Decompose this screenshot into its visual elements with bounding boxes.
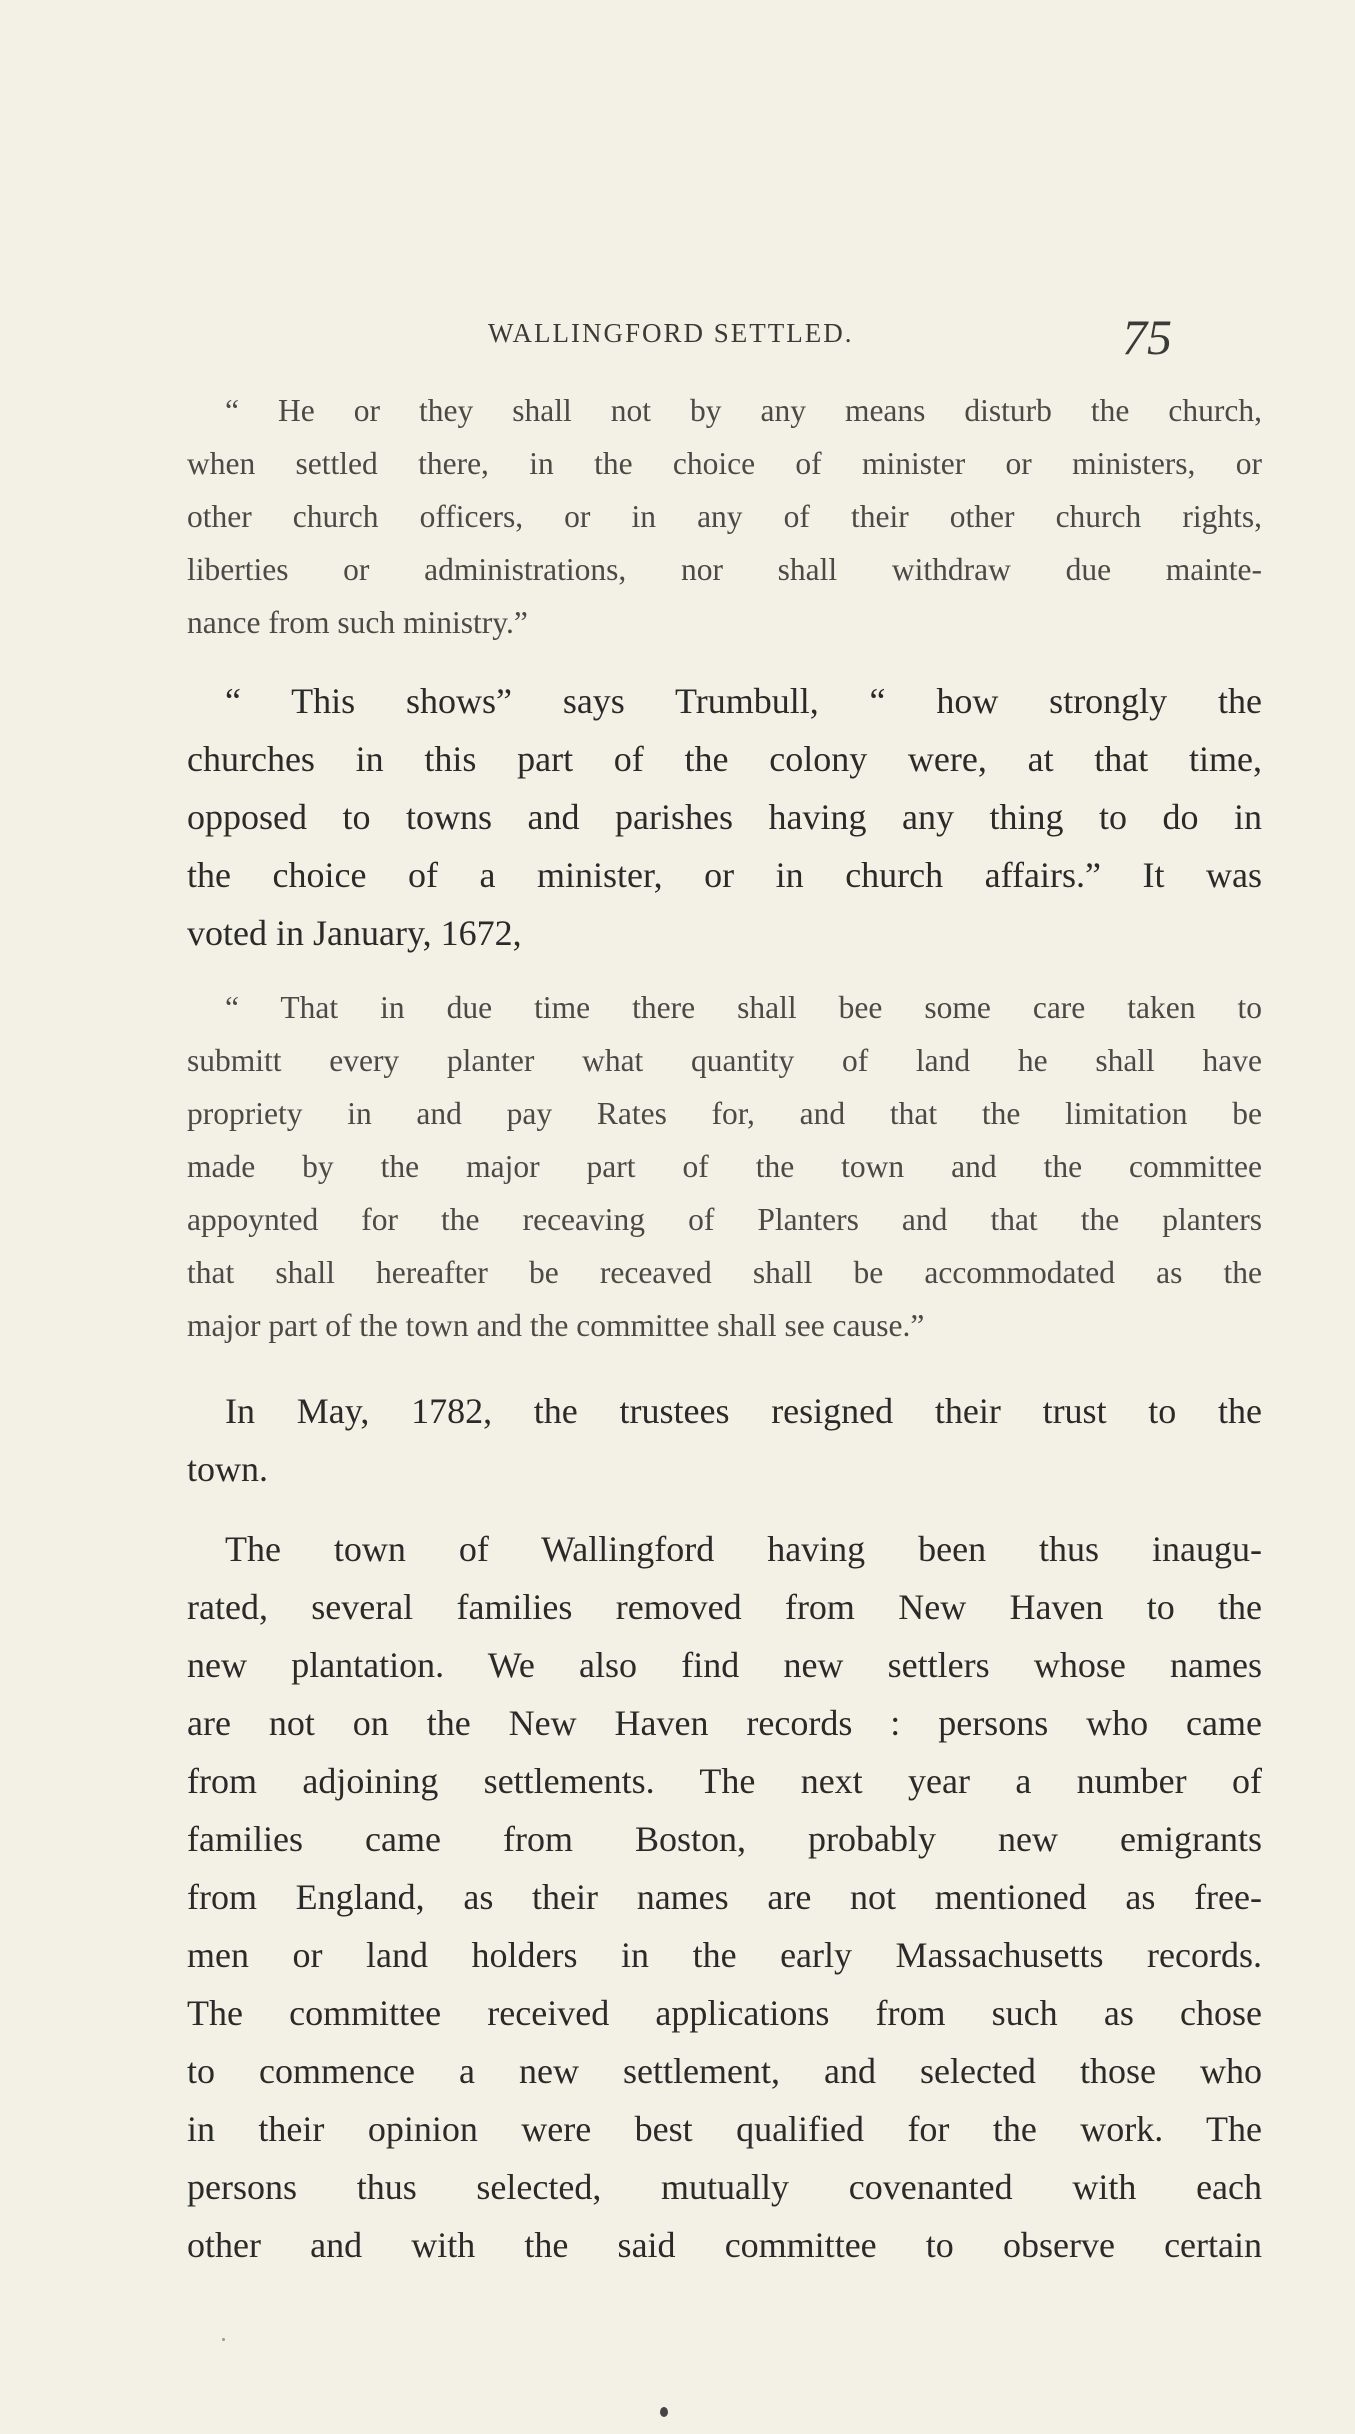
text-line: voted in January, 1672, xyxy=(187,913,522,953)
text-line: families came from Boston, probably new emigrants xyxy=(187,1819,1262,1859)
text-line: churches in this part of the colony were, at that time, xyxy=(187,739,1262,779)
text-line: propriety in and pay Rates for, and that the limitation be xyxy=(187,1096,1262,1131)
text-line: appoynted for the receaving of Planters and that the planters xyxy=(187,1202,1262,1237)
ink-speck xyxy=(660,2407,668,2417)
running-title: WALLINGFORD SETTLED. xyxy=(488,318,854,348)
text-line: made by the major part of the town and the committee xyxy=(187,1149,1262,1184)
text-line: the choice of a minister, or in church affairs.” It was xyxy=(187,855,1262,895)
text-line: persons thus selected, mutually covenanted with each xyxy=(187,2167,1262,2207)
text-line: to commence a new settlement, and selected those who xyxy=(187,2051,1262,2091)
text-line: other church officers, or in any of their other church rights, xyxy=(187,499,1262,534)
text-line: In May, 1782, the trustees resigned their trust to the xyxy=(225,1391,1262,1431)
text-line: other and with the said committee to observe certain xyxy=(187,2225,1262,2265)
text-line: The committee received applications from such as chose xyxy=(187,1993,1262,2033)
text-line: in their opinion were best qualified for the work. The xyxy=(187,2109,1262,2149)
text-line: “ This shows” says Trumbull, “ how strongly the xyxy=(225,681,1262,721)
paper-speck xyxy=(222,2338,225,2341)
text-line: new plantation. We also find new settlers whose names xyxy=(187,1645,1262,1685)
text-line: liberties or administrations, nor shall withdraw due mainte- xyxy=(187,552,1262,587)
text-line: “ He or they shall not by any means disturb the church, xyxy=(225,393,1262,428)
running-head xyxy=(0,309,1355,372)
page-number: 75 xyxy=(1122,309,1172,365)
text-line: men or land holders in the early Massachusetts records. xyxy=(187,1935,1262,1975)
text-line: submitt every planter what quantity of land he shall have xyxy=(187,1043,1262,1078)
text-line: opposed to towns and parishes having any thing to do in xyxy=(187,797,1262,837)
text-line: rated, several families removed from New Haven to the xyxy=(187,1587,1262,1627)
text-line: from England, as their names are not mentioned as free- xyxy=(187,1877,1262,1917)
text-line: “ That in due time there shall bee some care taken to xyxy=(225,990,1262,1025)
text-line: from adjoining settlements. The next year a number of xyxy=(187,1761,1262,1801)
text-line: are not on the New Haven records : persons who came xyxy=(187,1703,1262,1743)
text-line: nance from such ministry.” xyxy=(187,605,528,640)
text-line: town. xyxy=(187,1449,268,1489)
text-line: major part of the town and the committee shall see cause.” xyxy=(187,1308,925,1343)
text-line: The town of Wallingford having been thus inaugu- xyxy=(225,1529,1262,1569)
text-line: when settled there, in the choice of minister or ministers, or xyxy=(187,446,1262,481)
text-line: that shall hereafter be receaved shall be accommodated as the xyxy=(187,1255,1262,1290)
